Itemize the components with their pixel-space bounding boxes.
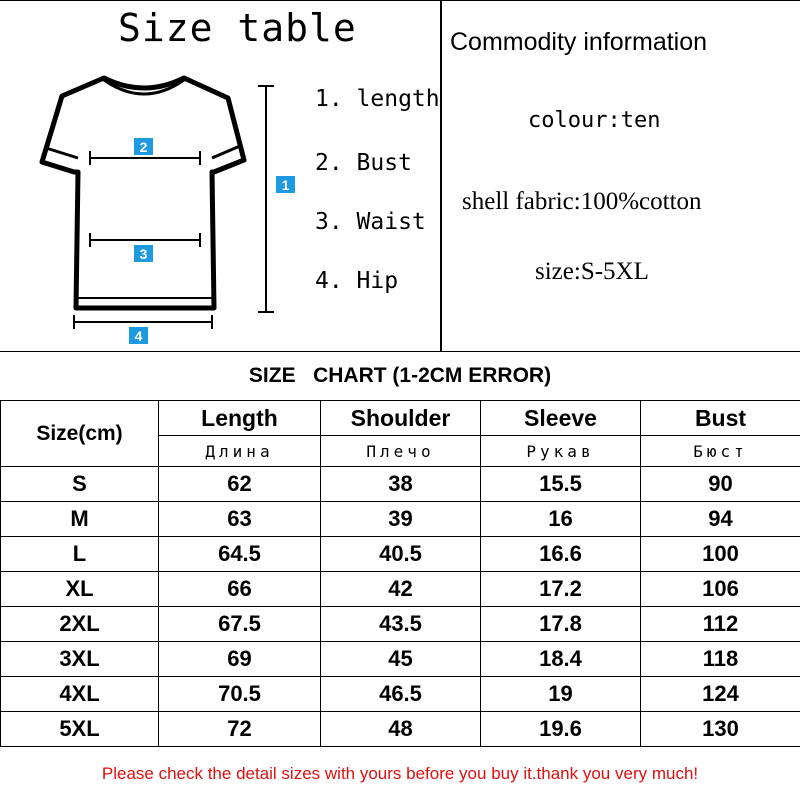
size-cell: 2XL bbox=[1, 607, 159, 642]
commodity-fabric: shell fabric:100%cotton bbox=[462, 188, 702, 215]
legend-hip: 4. Hip bbox=[315, 268, 399, 294]
size-cell: L bbox=[1, 537, 159, 572]
sleeve-cell: 19 bbox=[481, 677, 641, 712]
length-cell: 64.5 bbox=[159, 537, 321, 572]
col-header-shoulder: Shoulder bbox=[321, 401, 481, 436]
bust-cell: 112 bbox=[641, 607, 800, 642]
length-cell: 66 bbox=[159, 572, 321, 607]
tshirt-diagram bbox=[0, 0, 440, 352]
sleeve-cell: 18.4 bbox=[481, 642, 641, 677]
col-subheader-length: Длина bbox=[159, 436, 321, 467]
table-row bbox=[1, 677, 800, 712]
length-cell: 62 bbox=[159, 467, 321, 502]
size-cell: XL bbox=[1, 572, 159, 607]
col-header-bust: Bust bbox=[641, 401, 800, 436]
col-header-length: Length bbox=[159, 401, 321, 436]
size-cell: 4XL bbox=[1, 677, 159, 712]
col-subheader-bust: Бюст bbox=[641, 436, 800, 467]
bust-cell: 90 bbox=[641, 467, 800, 502]
table-row bbox=[1, 642, 800, 677]
size-header: Size(cm) bbox=[1, 401, 159, 467]
commodity-title: Commodity information bbox=[450, 28, 708, 56]
bust-cell: 106 bbox=[641, 572, 800, 607]
length-cell: 72 bbox=[159, 712, 321, 747]
col-subheader-shoulder: Плечо bbox=[321, 436, 481, 467]
size-chart-title: SIZE CHART (1-2CM ERROR) bbox=[248, 364, 552, 387]
col-header-sleeve: Sleeve bbox=[481, 401, 641, 436]
commodity-colour: colour:ten bbox=[528, 108, 661, 133]
sleeve-cell: 17.8 bbox=[481, 607, 641, 642]
marker-4-label: 4 bbox=[134, 328, 143, 344]
col-subheader-sleeve: Рукав bbox=[481, 436, 641, 467]
marker-2-label: 2 bbox=[139, 139, 148, 155]
size-cell: 3XL bbox=[1, 642, 159, 677]
tshirt-outline bbox=[42, 78, 244, 308]
table-row bbox=[1, 712, 800, 747]
size-cell: M bbox=[1, 502, 159, 537]
size-cell: 5XL bbox=[1, 712, 159, 747]
sleeve-cell: 19.6 bbox=[481, 712, 641, 747]
shoulder-cell: 48 bbox=[321, 712, 481, 747]
length-cell: 63 bbox=[159, 502, 321, 537]
table-row bbox=[1, 607, 800, 642]
bust-cell: 118 bbox=[641, 642, 800, 677]
sleeve-cell: 15.5 bbox=[481, 467, 641, 502]
footer-note: Please check the detail sizes with yours before you buy it.thank you very much! bbox=[101, 764, 699, 783]
shoulder-cell: 38 bbox=[321, 467, 481, 502]
bust-cell: 124 bbox=[641, 677, 800, 712]
legend-bust: 2. Bust bbox=[315, 150, 412, 176]
shoulder-cell: 45 bbox=[321, 642, 481, 677]
legend-waist: 3. Waist bbox=[315, 209, 426, 235]
marker-3-label: 3 bbox=[139, 246, 148, 262]
bust-cell: 130 bbox=[641, 712, 800, 747]
sleeve-cell: 17.2 bbox=[481, 572, 641, 607]
shoulder-cell: 46.5 bbox=[321, 677, 481, 712]
legend-length: 1. length bbox=[315, 86, 440, 112]
shoulder-cell: 43.5 bbox=[321, 607, 481, 642]
length-cell: 67.5 bbox=[159, 607, 321, 642]
commodity-size: size:S-5XL bbox=[535, 258, 649, 285]
shoulder-cell: 39 bbox=[321, 502, 481, 537]
length-cell: 70.5 bbox=[159, 677, 321, 712]
bust-cell: 94 bbox=[641, 502, 800, 537]
sleeve-cell: 16.6 bbox=[481, 537, 641, 572]
table-row bbox=[1, 502, 800, 537]
size-cell: S bbox=[1, 467, 159, 502]
length-cell: 69 bbox=[159, 642, 321, 677]
table-row bbox=[1, 572, 800, 607]
table-row bbox=[1, 537, 800, 572]
sleeve-cell: 16 bbox=[481, 502, 641, 537]
bust-cell: 100 bbox=[641, 537, 800, 572]
shoulder-cell: 42 bbox=[321, 572, 481, 607]
shoulder-cell: 40.5 bbox=[321, 537, 481, 572]
table-row bbox=[1, 467, 800, 502]
marker-1-label: 1 bbox=[281, 177, 290, 193]
top-divider bbox=[440, 0, 442, 352]
size-table bbox=[0, 400, 800, 747]
size-table-title: Size table bbox=[118, 6, 357, 50]
